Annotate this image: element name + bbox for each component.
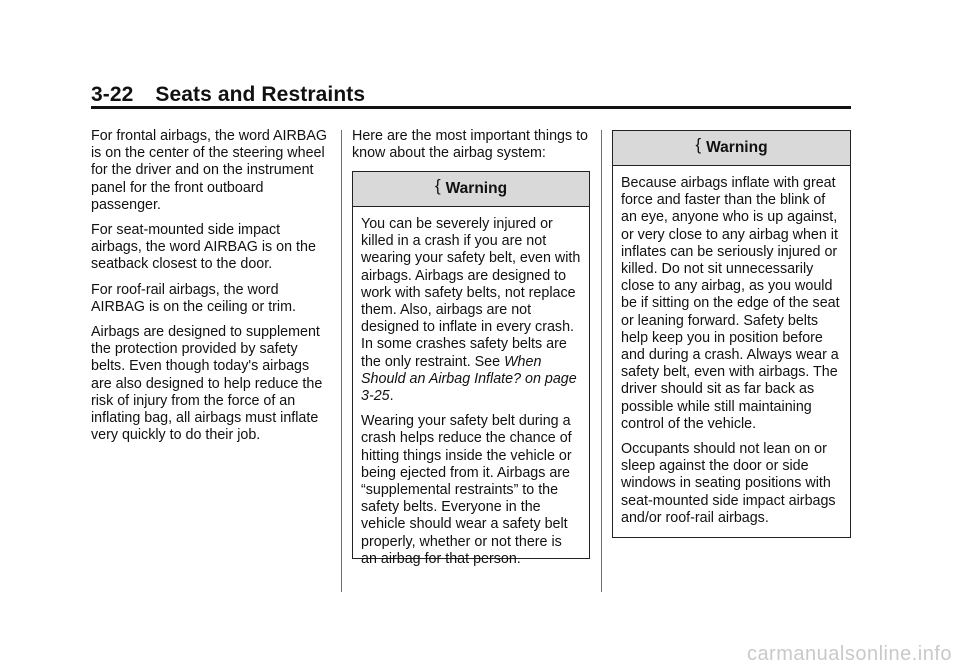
header-rule — [91, 106, 851, 109]
punctuation: . — [389, 388, 394, 405]
warning-box-2 — [612, 130, 851, 538]
warning-title: Warning — [445, 180, 508, 197]
column-divider-2 — [601, 130, 602, 592]
section-title: Seats and Restraints — [155, 83, 366, 106]
warning-title: Warning — [706, 139, 768, 156]
paragraph: For frontal airbags, the word AIRBAG is on the center of the steering wheel for the driver and on the instrument panel for the front outboard passenger. — [91, 128, 328, 213]
warning-paragraph: Wearing your safety belt during a crash helps reduce the chance of hitting things inside the vehicle or being ejected from it. Airbags are “supplemental restraints” to the safety belts. Everyone in the vehicle should wear a safety belt properly, whether or not there is an airbag for that person. — [361, 413, 572, 567]
column-divider-1 — [341, 130, 342, 592]
paragraph: For seat-mounted side impact airbags, the word AIRBAG is on the seatback closest to the door. — [91, 222, 316, 273]
warning-body — [353, 207, 589, 568]
warning-paragraph — [361, 216, 581, 405]
cross-reference-link[interactable]: When Should an Airbag Inflate? on page 3-25 — [361, 353, 577, 405]
paragraph: For roof-rail airbags, the word AIRBAG is on the ceiling or trim. — [91, 281, 296, 315]
column-2 — [352, 128, 592, 170]
column-1 — [91, 128, 331, 452]
paragraph: Airbags are designed to supplement the protection provided by safety belts. Even though today's airbags are also designed to help reduce the risk of injury from the force of an inflating bag, all airbags must inflate very quickly to do their job. — [91, 324, 323, 444]
watermark-logo: carmanualsonline.info — [746, 643, 952, 665]
warning-symbol-icon: { — [695, 135, 702, 154]
warning-symbol-icon: { — [434, 176, 441, 195]
warning-header — [353, 172, 589, 207]
page-number: 3-22 — [91, 83, 134, 106]
warning-paragraph: Occupants should not lean on or sleep against the door or side windows in seating positions with seat-mounted side impact airbags and/or roof-rail airbags. — [621, 441, 836, 526]
warning-paragraph: Because airbags inflate with great force and faster than the blink of an eye, anyone who is up against, or very close to any airbag when it inflates can be seriously injured or killed. Do not sit unnecessarily close to any airbag, as you would be if sitting on the edge of the seat or leaning forward. Safety belts help keep you in position before and during a crash. Always wear a safety belt, even with airbags. The driver should sit as far back as possible while still maintaining control of the vehicle. — [621, 175, 840, 432]
page-header — [91, 83, 365, 107]
warning-header — [613, 131, 850, 166]
warning-text: You can be severely injured or killed in a crash if you are not wearing your safety belt, even with airbags. Airbags are designed to work with safety belts, not replace them. Also, airbags are not designed to inflate in every crash. In some crashes safety belts are the only restraint. See — [361, 216, 581, 370]
paragraph: Here are the most important things to know about the airbag system: — [352, 128, 589, 162]
warning-body — [613, 166, 850, 527]
warning-box-1 — [352, 171, 590, 567]
